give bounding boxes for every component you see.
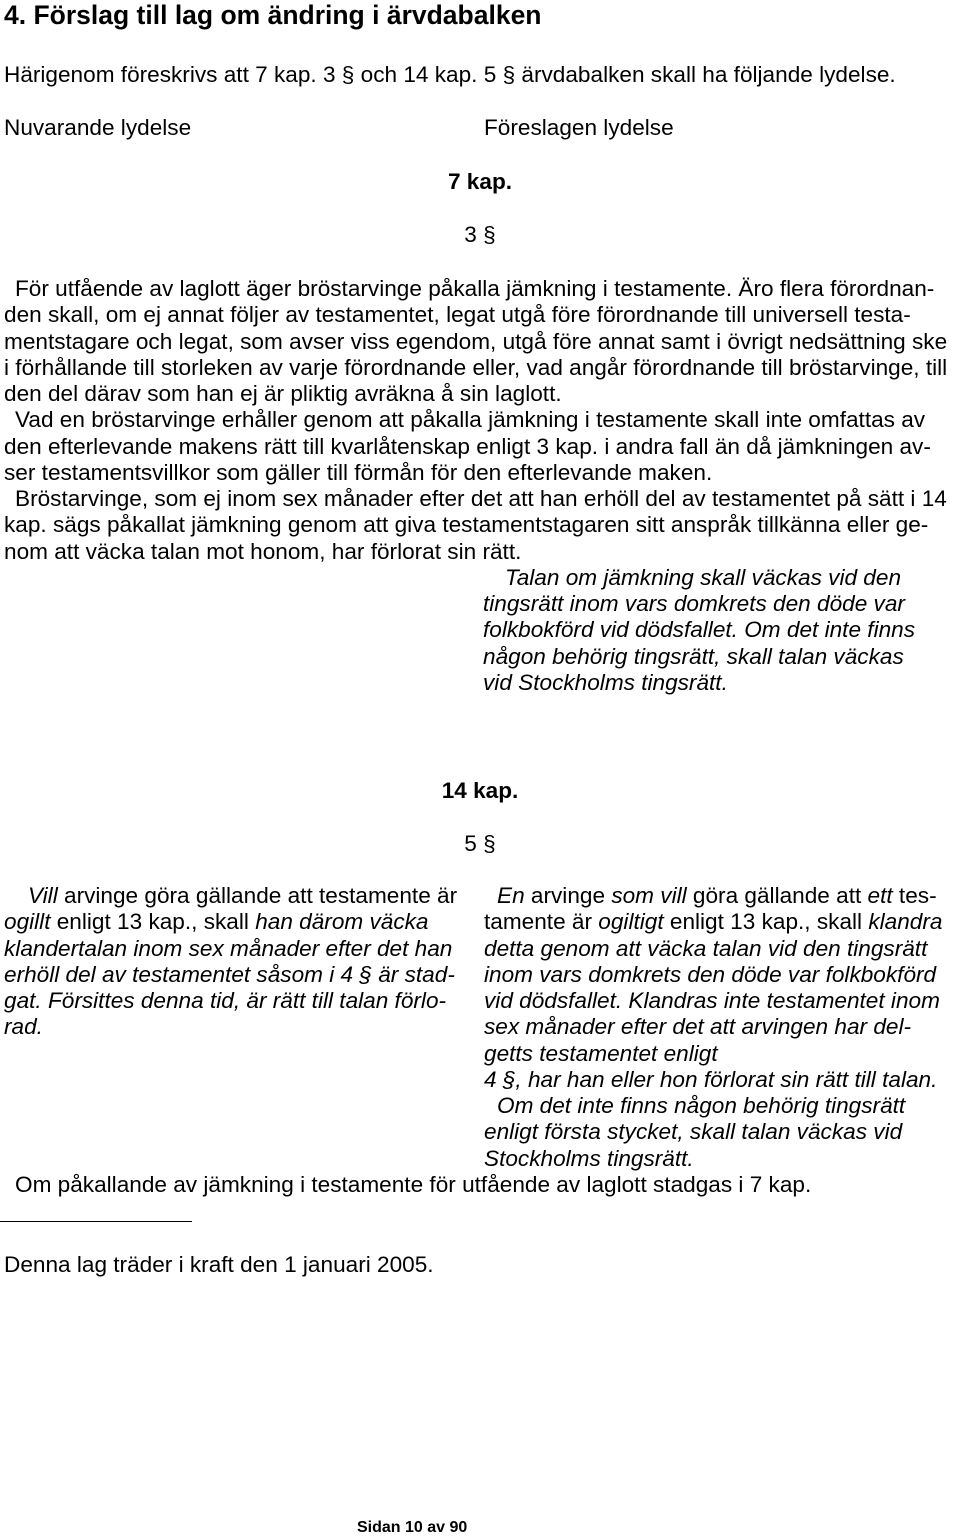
italic-text: ett	[867, 883, 893, 908]
ch14-proposed-line	[484, 883, 958, 909]
regular-text: enligt 13 kap., skall	[50, 909, 256, 935]
ch7-proposed-line: Talan om jämkning skall väckas vid den	[505, 564, 902, 590]
italic-text: Vill	[28, 883, 58, 908]
ch7-proposed-line: tingsrätt inom vars domkrets den döde var	[483, 591, 905, 616]
section-3-label: 3 §	[464, 222, 496, 247]
column-header-current: Nuvarande lydelse	[4, 115, 192, 140]
column-header-proposed: Föreslagen lydelse	[484, 115, 674, 140]
regular-text: tes-	[892, 883, 937, 908]
ch7-text-line: ser testamentsvillkor som gäller till förmån för den efterlevande maken.	[4, 459, 713, 485]
section-5-label: 5 §	[464, 831, 496, 856]
ch7-proposed-line: folkbokförd vid dödsfallet. Om det inte finns	[483, 617, 916, 643]
ch14-proposed-line: Om det inte finns någon behörig tingsrätt	[497, 1093, 906, 1118]
italic-text: En	[497, 883, 525, 908]
regular-text: arvinge	[524, 883, 612, 908]
ch14-current-line: gat. Försittes denna tid, är rätt till talan förlo-	[4, 988, 447, 1013]
ch7-text-line: mentstagare och legat, som avser viss egendom, utgå före annat samt i övrigt nedsättning ske	[4, 328, 948, 354]
ch14-current-line: erhöll del av testamentet såsom i 4 § är stad-	[4, 961, 455, 987]
ch7-text-line: kap. sägs påkallat jämkning genom att giva testamentstagaren sitt anspråk tillkänna eller ge-	[4, 512, 929, 538]
section-heading: 4. Förslag till lag om ändring i ärvdabalken	[4, 0, 542, 30]
effective-date-text: Denna lag träder i kraft den 1 januari 2005.	[4, 1252, 434, 1277]
regular-text: tamente är	[484, 909, 599, 935]
italic-text: som vill	[611, 883, 687, 908]
intro-text: Härigenom föreskrivs att 7 kap. 3 § och 14 kap. 5 § ärvdabalken skall ha följande lydelse.	[4, 62, 896, 87]
ch14-proposed-line: 4 §, har han eller hon förlorat sin rätt till talan.	[484, 1066, 938, 1092]
italic-text: ogiltigt	[598, 909, 664, 935]
chapter-7-proposed-addition	[483, 565, 958, 696]
regular-text: göra gällande att	[686, 883, 868, 908]
ch7-proposed-line: någon behörig tingsrätt, skall talan väckas	[483, 643, 904, 669]
ch14-current-line: rad.	[4, 1014, 43, 1040]
ch7-text-line: För utfående av laglott äger bröstarvinge påkalla jämkning i testamente. Äro flera förordnan-	[15, 276, 935, 301]
page-number: Sidan 10 av 90	[357, 1519, 468, 1536]
italic-text: klandra	[868, 909, 943, 935]
ch7-text-line: den del därav som han ej är pliktig avräkna å sin laglott.	[4, 381, 562, 406]
ch14-proposed-line: getts testamentet enligt	[484, 1040, 718, 1066]
chapter-14-label: 14 kap.	[441, 778, 519, 803]
ch14-proposed-line: inom vars domkrets den döde var folkbokförd	[484, 961, 937, 987]
ch7-text-line: den skall, om ej annat följer av testamentet, legat utgå före förordnande till universell testa-	[4, 302, 911, 328]
ch14-proposed-line: Stockholms tingsrätt.	[484, 1145, 694, 1171]
ch14-proposed-line: enligt första stycket, skall talan väckas vid	[484, 1119, 903, 1145]
ch7-text-line: den efterlevande makens rätt till kvarlåtenskap enligt 3 kap. i andra fall än då jämkningen av-	[4, 433, 931, 459]
ch14-current-line	[4, 883, 474, 909]
italic-text: ogillt	[4, 909, 51, 935]
ch7-text-line: Bröstarvinge, som ej inom sex månader efter det att han erhöll del av testamentet på sätt i 14	[15, 486, 947, 511]
regular-text: enligt 13 kap., skall	[663, 909, 869, 935]
ch14-common-line: Om påkallande av jämkning i testamente för utfående av laglott stadgas i 7 kap.	[15, 1171, 812, 1197]
ch14-proposed-line	[484, 909, 958, 935]
ch14-proposed-line: detta genom att väcka talan vid den tingsrätt	[484, 935, 928, 961]
ch7-text-line: Vad en bröstarvinge erhåller genom att påkalla jämkning i testamente skall inte omfattas av	[15, 407, 926, 433]
ch7-text-line: nom att väcka talan mot honom, har förlorat sin rätt.	[4, 538, 522, 564]
ch14-current-line: klandertalan inom sex månader efter det han	[4, 935, 453, 961]
chapter-7-common-text	[4, 276, 958, 565]
chapter-14-current-text	[4, 883, 474, 1041]
italic-text: han därom väcka	[255, 909, 429, 935]
chapter-7-label: 7 kap.	[447, 169, 513, 194]
ch14-current-line	[4, 909, 474, 935]
ch14-proposed-line: sex månader efter det att arvingen har del-	[484, 1014, 912, 1040]
ch7-proposed-line: vid Stockholms tingsrätt.	[483, 669, 728, 695]
footnote-rule	[0, 1221, 192, 1222]
chapter-14-proposed-text	[484, 883, 958, 1172]
ch14-proposed-line: vid dödsfallet. Klandras inte testamentet inom	[484, 988, 940, 1013]
ch7-text-line: i förhållande till storleken av varje förordnande eller, vad angår förordnande till bröstarvinge, till	[4, 354, 948, 380]
regular-text: arvinge göra gällande att testamente är	[57, 883, 458, 908]
chapter-14-common-text	[4, 1172, 958, 1198]
